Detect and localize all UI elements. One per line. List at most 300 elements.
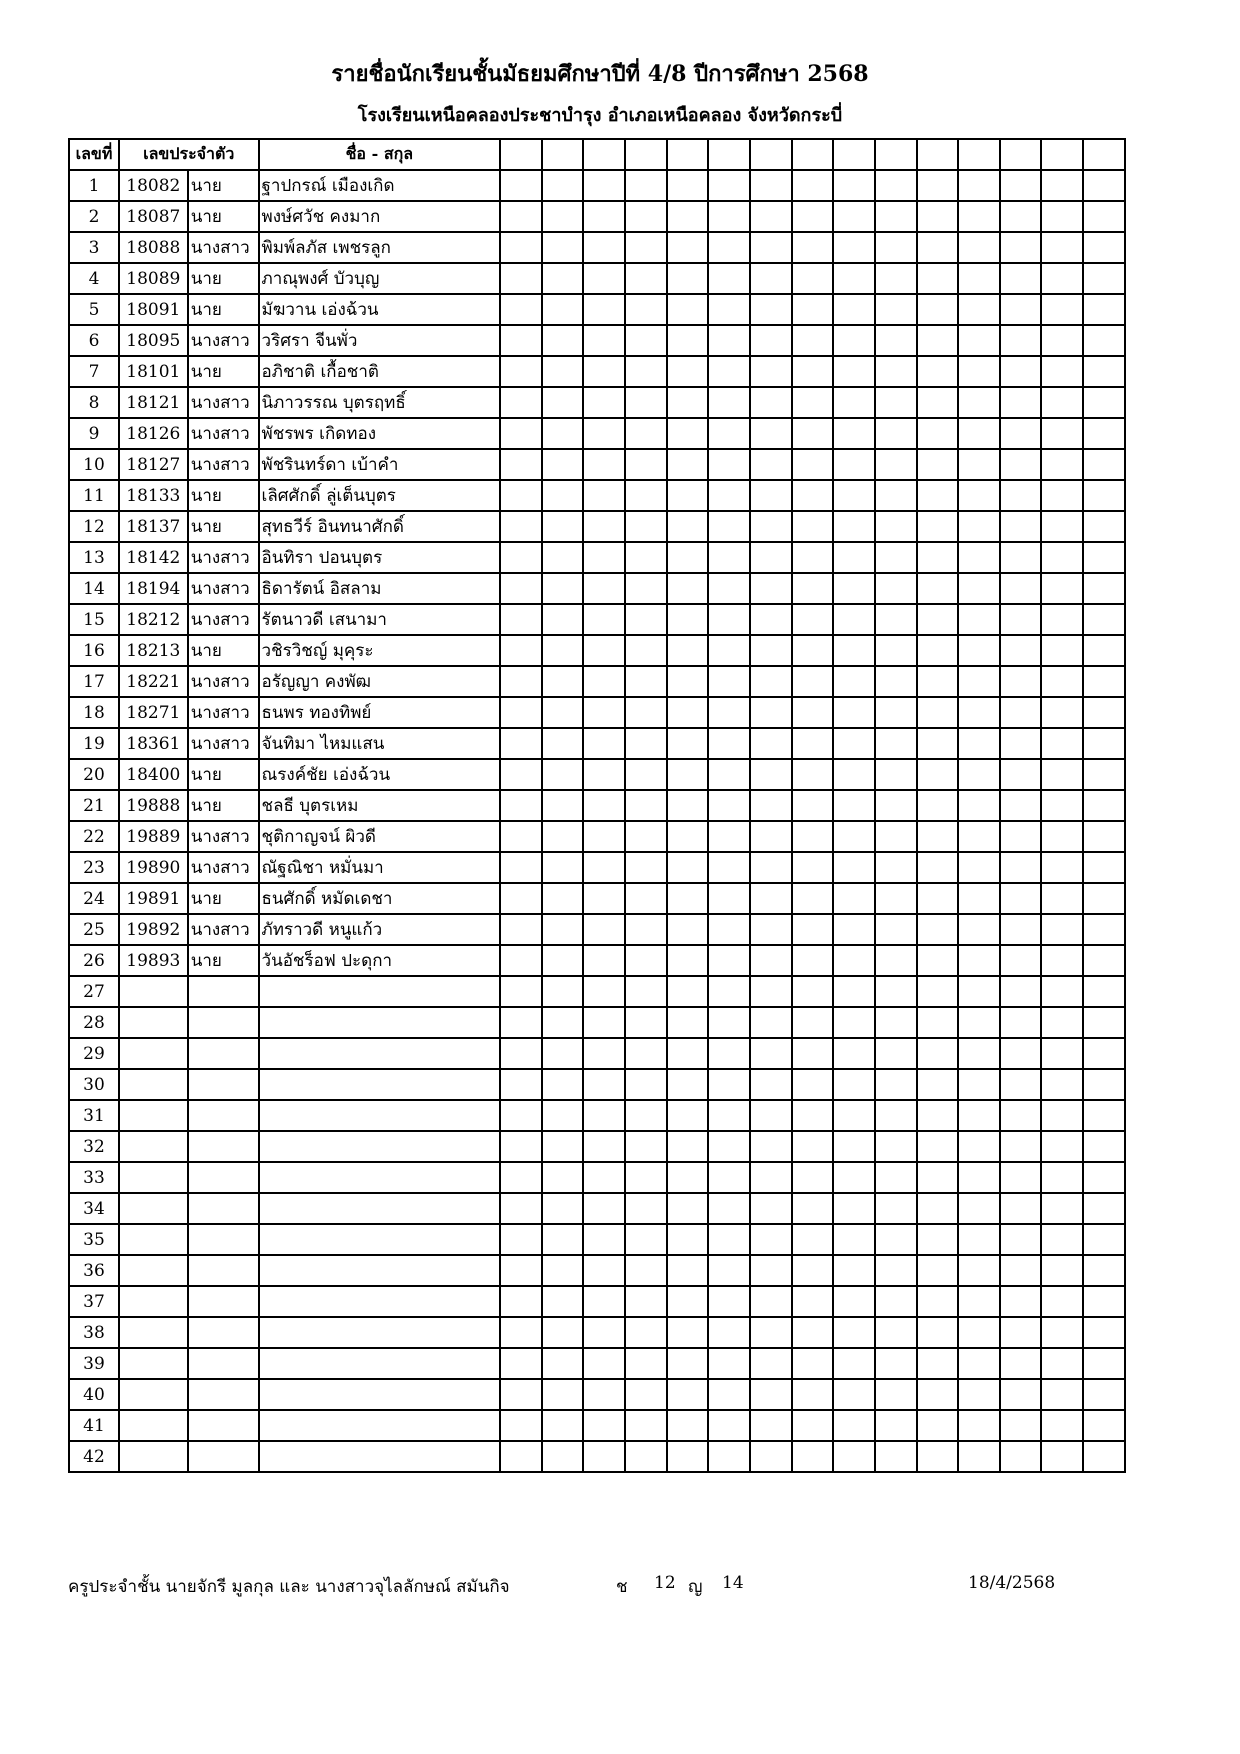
student-id-cell: 18121 — [119, 387, 188, 418]
blank-check-cell — [667, 1193, 709, 1224]
row-number-cell: 3 — [69, 232, 119, 263]
blank-check-cell — [542, 232, 584, 263]
student-id-cell: 18221 — [119, 666, 188, 697]
blank-check-cell — [750, 1224, 792, 1255]
blank-check-cell — [667, 573, 709, 604]
blank-check-cell — [1000, 542, 1042, 573]
blank-check-cell — [750, 976, 792, 1007]
blank-check-cell — [542, 1131, 584, 1162]
blank-check-cell — [792, 914, 834, 945]
blank-check-cell — [1000, 263, 1042, 294]
blank-check-cell — [542, 1441, 584, 1472]
row-number-cell: 17 — [69, 666, 119, 697]
blank-check-cell — [1083, 1069, 1125, 1100]
blank-check-cell — [708, 945, 750, 976]
blank-check-cell — [667, 976, 709, 1007]
blank-check-cell — [708, 294, 750, 325]
blank-check-cell — [542, 294, 584, 325]
blank-check-cell — [667, 201, 709, 232]
blank-check-cell — [917, 1317, 959, 1348]
blank-check-cell — [1041, 1193, 1083, 1224]
blank-check-cell — [667, 1100, 709, 1131]
blank-check-cell — [875, 542, 917, 573]
row-number-cell: 28 — [69, 1007, 119, 1038]
blank-check-cell — [583, 232, 625, 263]
name-prefix-cell — [188, 1069, 259, 1100]
name-prefix-cell — [188, 1286, 259, 1317]
blank-check-cell — [542, 1038, 584, 1069]
blank-check-cell — [625, 387, 667, 418]
row-number-cell: 16 — [69, 635, 119, 666]
blank-check-cell — [958, 1379, 1000, 1410]
row-number-cell: 20 — [69, 759, 119, 790]
blank-check-cell — [500, 1100, 542, 1131]
blank-check-cell — [833, 728, 875, 759]
blank-check-cell — [1041, 1131, 1083, 1162]
blank-check-cell — [542, 883, 584, 914]
blank-check-cell — [750, 1286, 792, 1317]
blank-check-cell — [708, 1224, 750, 1255]
table-row — [69, 1410, 1125, 1441]
blank-check-cell — [667, 387, 709, 418]
blank-check-cell — [500, 1224, 542, 1255]
blank-check-cell — [875, 790, 917, 821]
blank-check-cell — [625, 1348, 667, 1379]
blank-check-cell — [625, 697, 667, 728]
blank-check-cell — [583, 1441, 625, 1472]
blank-check-cell — [500, 1255, 542, 1286]
blank-check-cell — [583, 759, 625, 790]
blank-check-cell — [625, 325, 667, 356]
blank-check-cell — [667, 1317, 709, 1348]
blank-check-cell — [1083, 852, 1125, 883]
table-header-row — [69, 139, 1125, 170]
blank-check-cell — [917, 325, 959, 356]
blank-check-cell — [625, 976, 667, 1007]
blank-check-cell — [667, 1348, 709, 1379]
student-name-cell: สุทธวีร์ อินทนาศักดิ์ — [259, 511, 501, 542]
blank-check-cell — [708, 1255, 750, 1286]
blank-check-cell — [833, 418, 875, 449]
blank-check-cell — [1000, 1131, 1042, 1162]
blank-check-cell — [1083, 666, 1125, 697]
blank-check-cell — [917, 387, 959, 418]
blank-check-cell — [542, 666, 584, 697]
blank-check-cell — [1083, 883, 1125, 914]
blank-check-cell — [958, 883, 1000, 914]
blank-check-cell — [583, 170, 625, 201]
blank-check-cell — [792, 1007, 834, 1038]
student-id-cell: 18137 — [119, 511, 188, 542]
blank-check-cell — [667, 418, 709, 449]
blank-check-cell — [792, 1193, 834, 1224]
blank-check-cell — [625, 604, 667, 635]
name-prefix-cell: นาย — [188, 635, 259, 666]
student-id-cell — [119, 1038, 188, 1069]
blank-check-cell — [833, 1038, 875, 1069]
blank-check-cell — [875, 480, 917, 511]
student-id-cell: 18271 — [119, 697, 188, 728]
row-number-cell: 4 — [69, 263, 119, 294]
table-row — [69, 759, 1125, 790]
student-id-cell: 18088 — [119, 232, 188, 263]
blank-check-cell — [1000, 914, 1042, 945]
blank-check-cell — [1041, 449, 1083, 480]
blank-check-cell — [625, 232, 667, 263]
blank-check-cell — [875, 852, 917, 883]
blank-check-cell — [500, 1069, 542, 1100]
blank-check-cell — [1041, 1348, 1083, 1379]
blank-check-cell — [958, 480, 1000, 511]
female-count: 14 — [722, 1573, 744, 1593]
table-row — [69, 728, 1125, 759]
blank-check-cell — [750, 201, 792, 232]
print-date: 18/4/2568 — [968, 1573, 1056, 1593]
blank-check-cell — [500, 170, 542, 201]
blank-check-cell — [583, 883, 625, 914]
blank-check-cell — [1000, 1162, 1042, 1193]
blank-check-cell — [1083, 759, 1125, 790]
blank-check-cell — [833, 480, 875, 511]
blank-check-cell — [625, 1317, 667, 1348]
blank-check-cell — [708, 232, 750, 263]
blank-check-cell — [833, 511, 875, 542]
student-name-cell: อรัญญา คงพัฒ — [259, 666, 501, 697]
blank-check-cell — [1041, 666, 1083, 697]
student-id-cell — [119, 1348, 188, 1379]
header-name: ชื่อ - สกุล — [259, 139, 501, 170]
blank-check-cell — [917, 635, 959, 666]
blank-check-cell — [750, 170, 792, 201]
blank-check-cell — [625, 511, 667, 542]
blank-check-cell — [917, 356, 959, 387]
name-prefix-cell: นางสาว — [188, 852, 259, 883]
row-number-cell: 1 — [69, 170, 119, 201]
blank-check-cell — [917, 759, 959, 790]
row-number-cell: 23 — [69, 852, 119, 883]
document-title: รายชื่อนักเรียนชั้นมัธยมศึกษาปีที่ 4/8 ปีการศึกษา 2568 — [331, 61, 869, 87]
blank-check-cell — [917, 1379, 959, 1410]
blank-check-cell — [1083, 170, 1125, 201]
blank-check-cell — [875, 1348, 917, 1379]
blank-check-cell — [625, 542, 667, 573]
blank-check-cell — [1000, 1255, 1042, 1286]
blank-check-cell — [667, 852, 709, 883]
blank-check-cell — [1000, 480, 1042, 511]
blank-check-cell — [583, 1100, 625, 1131]
blank-check-cell — [833, 542, 875, 573]
blank-check-cell — [1000, 1069, 1042, 1100]
blank-check-cell — [750, 821, 792, 852]
blank-check-cell — [917, 480, 959, 511]
blank-check-cell — [708, 325, 750, 356]
blank-check-cell — [875, 294, 917, 325]
blank-check-cell — [667, 1224, 709, 1255]
blank-check-cell — [708, 759, 750, 790]
student-id-cell: 18212 — [119, 604, 188, 635]
blank-check-cell — [958, 1255, 1000, 1286]
student-name-cell — [259, 1441, 501, 1472]
student-name-cell — [259, 1069, 501, 1100]
table-row — [69, 449, 1125, 480]
blank-check-cell — [1041, 511, 1083, 542]
student-id-cell — [119, 1255, 188, 1286]
blank-check-cell — [1083, 542, 1125, 573]
blank-check-cell — [625, 1193, 667, 1224]
blank-check-cell — [958, 294, 1000, 325]
blank-check-cell — [667, 325, 709, 356]
row-number-cell: 7 — [69, 356, 119, 387]
blank-check-cell — [917, 232, 959, 263]
blank-check-cell — [1083, 263, 1125, 294]
blank-check-cell — [1041, 1224, 1083, 1255]
blank-check-cell — [708, 821, 750, 852]
blank-check-cell — [667, 1286, 709, 1317]
table-row — [69, 1348, 1125, 1379]
header-blank — [917, 139, 959, 170]
student-id-cell: 18213 — [119, 635, 188, 666]
student-id-cell: 18087 — [119, 201, 188, 232]
student-id-cell: 18400 — [119, 759, 188, 790]
blank-check-cell — [625, 635, 667, 666]
blank-check-cell — [958, 1131, 1000, 1162]
blank-check-cell — [583, 1286, 625, 1317]
blank-check-cell — [667, 263, 709, 294]
name-prefix-cell: นาย — [188, 294, 259, 325]
blank-check-cell — [875, 356, 917, 387]
row-number-cell: 31 — [69, 1100, 119, 1131]
blank-check-cell — [875, 821, 917, 852]
table-row — [69, 945, 1125, 976]
blank-check-cell — [667, 697, 709, 728]
blank-check-cell — [833, 759, 875, 790]
name-prefix-cell: นางสาว — [188, 604, 259, 635]
blank-check-cell — [500, 1379, 542, 1410]
blank-check-cell — [625, 1410, 667, 1441]
blank-check-cell — [917, 1100, 959, 1131]
table-row — [69, 976, 1125, 1007]
blank-check-cell — [542, 914, 584, 945]
row-number-cell: 13 — [69, 542, 119, 573]
blank-check-cell — [750, 697, 792, 728]
blank-check-cell — [625, 945, 667, 976]
blank-check-cell — [708, 790, 750, 821]
blank-check-cell — [500, 449, 542, 480]
blank-check-cell — [708, 480, 750, 511]
blank-check-cell — [917, 914, 959, 945]
blank-check-cell — [667, 356, 709, 387]
blank-check-cell — [792, 697, 834, 728]
blank-check-cell — [792, 387, 834, 418]
blank-check-cell — [1083, 1348, 1125, 1379]
row-number-cell: 36 — [69, 1255, 119, 1286]
blank-check-cell — [667, 1441, 709, 1472]
blank-check-cell — [958, 1317, 1000, 1348]
student-name-cell: ธนศักดิ์ หมัดเดชา — [259, 883, 501, 914]
blank-check-cell — [750, 1410, 792, 1441]
blank-check-cell — [667, 294, 709, 325]
blank-check-cell — [708, 697, 750, 728]
blank-check-cell — [917, 294, 959, 325]
blank-check-cell — [625, 1007, 667, 1038]
blank-check-cell — [875, 945, 917, 976]
row-number-cell: 15 — [69, 604, 119, 635]
student-id-cell: 18089 — [119, 263, 188, 294]
blank-check-cell — [833, 1162, 875, 1193]
row-number-cell: 18 — [69, 697, 119, 728]
student-id-cell: 19892 — [119, 914, 188, 945]
blank-check-cell — [875, 573, 917, 604]
homeroom-teachers: ครูประจำชั้น นายจักรี มูลกุล และ นางสาวจุไลลักษณ์ สมันกิจ — [68, 1577, 510, 1597]
student-id-cell — [119, 976, 188, 1007]
student-name-cell: อภิชาติ เกื้อชาติ — [259, 356, 501, 387]
blank-check-cell — [583, 1131, 625, 1162]
blank-check-cell — [958, 325, 1000, 356]
blank-check-cell — [750, 666, 792, 697]
blank-check-cell — [708, 728, 750, 759]
blank-check-cell — [750, 263, 792, 294]
blank-check-cell — [1000, 759, 1042, 790]
student-name-cell — [259, 1131, 501, 1162]
blank-check-cell — [1083, 697, 1125, 728]
table-row — [69, 666, 1125, 697]
blank-check-cell — [958, 604, 1000, 635]
blank-check-cell — [833, 387, 875, 418]
blank-check-cell — [833, 1255, 875, 1286]
blank-check-cell — [625, 759, 667, 790]
blank-check-cell — [708, 387, 750, 418]
blank-check-cell — [625, 821, 667, 852]
blank-check-cell — [583, 1255, 625, 1286]
student-id-cell: 18194 — [119, 573, 188, 604]
blank-check-cell — [500, 852, 542, 883]
blank-check-cell — [917, 170, 959, 201]
row-number-cell: 14 — [69, 573, 119, 604]
blank-check-cell — [500, 542, 542, 573]
blank-check-cell — [500, 480, 542, 511]
table-row — [69, 511, 1125, 542]
table-row — [69, 201, 1125, 232]
table-row — [69, 790, 1125, 821]
blank-check-cell — [875, 666, 917, 697]
table-row — [69, 1379, 1125, 1410]
name-prefix-cell — [188, 1410, 259, 1441]
table-row — [69, 1131, 1125, 1162]
blank-check-cell — [667, 1379, 709, 1410]
blank-check-cell — [542, 325, 584, 356]
blank-check-cell — [792, 1162, 834, 1193]
blank-check-cell — [1000, 511, 1042, 542]
table-row — [69, 263, 1125, 294]
table-row — [69, 821, 1125, 852]
blank-check-cell — [542, 480, 584, 511]
blank-check-cell — [792, 1255, 834, 1286]
blank-check-cell — [542, 976, 584, 1007]
blank-check-cell — [958, 511, 1000, 542]
blank-check-cell — [1083, 1162, 1125, 1193]
blank-check-cell — [750, 1131, 792, 1162]
name-prefix-cell: นาย — [188, 790, 259, 821]
blank-check-cell — [792, 511, 834, 542]
blank-check-cell — [667, 1255, 709, 1286]
blank-check-cell — [792, 945, 834, 976]
blank-check-cell — [542, 449, 584, 480]
name-prefix-cell — [188, 1162, 259, 1193]
blank-check-cell — [917, 1069, 959, 1100]
blank-check-cell — [1000, 728, 1042, 759]
blank-check-cell — [917, 945, 959, 976]
blank-check-cell — [1041, 1100, 1083, 1131]
blank-check-cell — [1041, 1441, 1083, 1472]
blank-check-cell — [833, 1379, 875, 1410]
blank-check-cell — [708, 511, 750, 542]
blank-check-cell — [792, 635, 834, 666]
student-name-cell — [259, 1348, 501, 1379]
blank-check-cell — [1000, 1193, 1042, 1224]
blank-check-cell — [792, 1286, 834, 1317]
blank-check-cell — [958, 852, 1000, 883]
blank-check-cell — [958, 387, 1000, 418]
blank-check-cell — [708, 1193, 750, 1224]
blank-check-cell — [750, 294, 792, 325]
blank-check-cell — [833, 1193, 875, 1224]
blank-check-cell — [917, 1131, 959, 1162]
table-row — [69, 635, 1125, 666]
blank-check-cell — [708, 666, 750, 697]
blank-check-cell — [958, 728, 1000, 759]
blank-check-cell — [875, 1038, 917, 1069]
blank-check-cell — [1041, 1007, 1083, 1038]
blank-check-cell — [667, 604, 709, 635]
blank-check-cell — [917, 449, 959, 480]
student-name-cell: วชิรวิชญ์ มุคุระ — [259, 635, 501, 666]
student-name-cell — [259, 1224, 501, 1255]
header-blank — [875, 139, 917, 170]
student-id-cell: 18095 — [119, 325, 188, 356]
name-prefix-cell: นาย — [188, 945, 259, 976]
blank-check-cell — [1000, 945, 1042, 976]
blank-check-cell — [833, 1007, 875, 1038]
blank-check-cell — [792, 1410, 834, 1441]
blank-check-cell — [833, 1410, 875, 1441]
blank-check-cell — [1000, 1348, 1042, 1379]
blank-check-cell — [708, 1410, 750, 1441]
blank-check-cell — [542, 1007, 584, 1038]
blank-check-cell — [750, 1441, 792, 1472]
row-number-cell: 33 — [69, 1162, 119, 1193]
table-row — [69, 356, 1125, 387]
blank-check-cell — [583, 697, 625, 728]
student-name-cell — [259, 1193, 501, 1224]
table-row — [69, 697, 1125, 728]
table-row — [69, 1317, 1125, 1348]
student-name-cell — [259, 1007, 501, 1038]
blank-check-cell — [1041, 1038, 1083, 1069]
blank-check-cell — [708, 1441, 750, 1472]
blank-check-cell — [875, 1441, 917, 1472]
blank-check-cell — [583, 976, 625, 1007]
blank-check-cell — [667, 790, 709, 821]
blank-check-cell — [1000, 325, 1042, 356]
blank-check-cell — [875, 1069, 917, 1100]
blank-check-cell — [1000, 1410, 1042, 1441]
name-prefix-cell: นางสาว — [188, 449, 259, 480]
table-row — [69, 1069, 1125, 1100]
blank-check-cell — [500, 759, 542, 790]
name-prefix-cell: นาย — [188, 201, 259, 232]
blank-check-cell — [500, 976, 542, 1007]
blank-check-cell — [542, 201, 584, 232]
